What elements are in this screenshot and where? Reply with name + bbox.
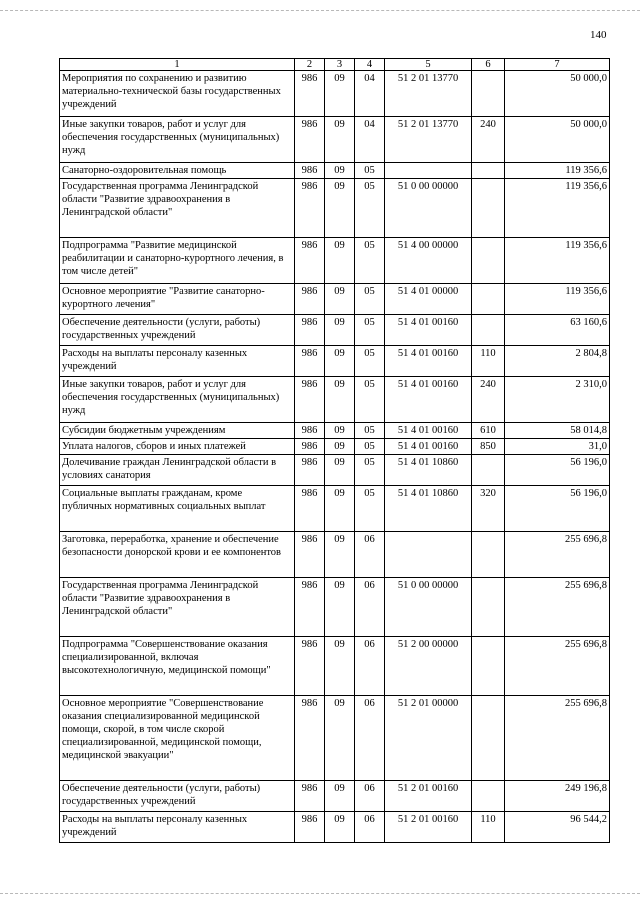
row-c2-cell: 986 (295, 486, 325, 532)
row-c5-cell: 51 4 00 00000 (385, 238, 472, 284)
row-c2-cell: 986 (295, 423, 325, 439)
table-row (60, 179, 610, 238)
row-c5-cell: 51 4 01 00160 (385, 377, 472, 423)
row-c5-cell: 51 2 01 13770 (385, 117, 472, 163)
row-c3-cell: 09 (325, 455, 355, 486)
row-c4-cell: 05 (355, 284, 385, 315)
row-c4-cell: 05 (355, 179, 385, 238)
row-c7-cell: 2 310,0 (505, 377, 610, 423)
row-c7-cell: 119 356,6 (505, 179, 610, 238)
row-c5-cell: 51 2 01 00000 (385, 696, 472, 781)
table-header-row (60, 59, 610, 71)
row-c7-cell: 2 804,8 (505, 346, 610, 377)
row-c3-cell: 09 (325, 179, 355, 238)
row-c3-cell: 09 (325, 812, 355, 843)
row-c5-cell: 51 2 01 00160 (385, 781, 472, 812)
scan-edge-top (0, 10, 640, 11)
table-row (60, 71, 610, 117)
row-c2-cell: 986 (295, 71, 325, 117)
row-c2-cell: 986 (295, 455, 325, 486)
row-c4-cell: 05 (355, 163, 385, 179)
row-c4-cell: 04 (355, 71, 385, 117)
row-c5-cell (385, 532, 472, 578)
column-header: 3 (325, 59, 355, 71)
row-name-cell: Расходы на выплаты персоналу казенных учреждений (60, 812, 295, 843)
row-c6-cell (472, 163, 505, 179)
row-c2-cell: 986 (295, 346, 325, 377)
row-c5-cell: 51 2 01 00160 (385, 812, 472, 843)
row-c3-cell: 09 (325, 578, 355, 637)
row-c2-cell: 986 (295, 696, 325, 781)
row-c5-cell: 51 4 01 10860 (385, 455, 472, 486)
scan-edge-bottom (0, 893, 640, 894)
row-c6-cell (472, 455, 505, 486)
row-name-cell: Подпрограмма "Совершенствование оказания специализированной, включая высокотехнологичную, медицинской помощи" (60, 637, 295, 696)
row-c4-cell: 05 (355, 439, 385, 455)
row-c4-cell: 06 (355, 578, 385, 637)
row-c7-cell: 255 696,8 (505, 637, 610, 696)
row-c4-cell: 05 (355, 238, 385, 284)
row-c7-cell: 63 160,6 (505, 315, 610, 346)
column-header: 6 (472, 59, 505, 71)
row-c2-cell: 986 (295, 284, 325, 315)
row-c7-cell: 96 544,2 (505, 812, 610, 843)
row-c6-cell: 320 (472, 486, 505, 532)
row-name-cell: Иные закупки товаров, работ и услуг для обеспечения государственных (муниципальных) нужд (60, 377, 295, 423)
row-name-cell: Подпрограмма "Развитие медицинской реабилитации и санаторно-курортного лечения, в том числе детей" (60, 238, 295, 284)
row-c3-cell: 09 (325, 637, 355, 696)
row-c2-cell: 986 (295, 315, 325, 346)
row-c2-cell: 986 (295, 812, 325, 843)
row-c4-cell: 05 (355, 315, 385, 346)
row-c4-cell: 05 (355, 377, 385, 423)
column-header: 2 (295, 59, 325, 71)
table-row (60, 423, 610, 439)
column-header: 7 (505, 59, 610, 71)
row-c7-cell: 56 196,0 (505, 486, 610, 532)
table-row (60, 578, 610, 637)
row-name-cell: Субсидии бюджетным учреждениям (60, 423, 295, 439)
row-c5-cell: 51 0 00 00000 (385, 179, 472, 238)
row-c5-cell: 51 4 01 00000 (385, 284, 472, 315)
table-row (60, 455, 610, 486)
table-row (60, 346, 610, 377)
row-c2-cell: 986 (295, 781, 325, 812)
row-c7-cell: 58 014,8 (505, 423, 610, 439)
row-name-cell: Уплата налогов, сборов и иных платежей (60, 439, 295, 455)
table-row (60, 637, 610, 696)
row-name-cell: Долечивание граждан Ленинградской области в условиях санатория (60, 455, 295, 486)
table-row (60, 163, 610, 179)
table-row (60, 284, 610, 315)
table-row (60, 696, 610, 781)
row-c4-cell: 05 (355, 455, 385, 486)
row-c7-cell: 31,0 (505, 439, 610, 455)
row-c2-cell: 986 (295, 439, 325, 455)
table-row (60, 315, 610, 346)
row-c7-cell: 255 696,8 (505, 696, 610, 781)
row-c4-cell: 04 (355, 117, 385, 163)
row-c7-cell: 249 196,8 (505, 781, 610, 812)
row-c6-cell (472, 637, 505, 696)
row-c3-cell: 09 (325, 423, 355, 439)
row-name-cell: Мероприятия по сохранению и развитию материально-технической базы государственных учреждений (60, 71, 295, 117)
row-c2-cell: 986 (295, 532, 325, 578)
row-c6-cell (472, 781, 505, 812)
row-name-cell: Государственная программа Ленинградской области "Развитие здравоохранения в Ленинградской области" (60, 578, 295, 637)
row-name-cell: Основное мероприятие "Развитие санаторно-курортного лечения" (60, 284, 295, 315)
row-c5-cell: 51 4 01 10860 (385, 486, 472, 532)
row-name-cell: Обеспечение деятельности (услуги, работы) государственных учреждений (60, 315, 295, 346)
page-number: 140 (590, 29, 607, 41)
row-c6-cell: 240 (472, 117, 505, 163)
table-row (60, 532, 610, 578)
row-c7-cell: 119 356,6 (505, 284, 610, 315)
row-c5-cell: 51 2 01 13770 (385, 71, 472, 117)
row-c7-cell: 255 696,8 (505, 578, 610, 637)
row-c6-cell (472, 284, 505, 315)
row-c6-cell (472, 179, 505, 238)
row-c6-cell: 240 (472, 377, 505, 423)
row-c3-cell: 09 (325, 315, 355, 346)
row-c4-cell: 06 (355, 532, 385, 578)
row-c7-cell: 50 000,0 (505, 117, 610, 163)
row-c5-cell: 51 4 01 00160 (385, 346, 472, 377)
table-row (60, 238, 610, 284)
row-c2-cell: 986 (295, 163, 325, 179)
table-row (60, 439, 610, 455)
row-c2-cell: 986 (295, 637, 325, 696)
row-c5-cell (385, 163, 472, 179)
row-name-cell: Обеспечение деятельности (услуги, работы) государственных учреждений (60, 781, 295, 812)
row-c3-cell: 09 (325, 377, 355, 423)
column-header: 1 (60, 59, 295, 71)
row-c2-cell: 986 (295, 377, 325, 423)
table-row (60, 812, 610, 843)
row-c2-cell: 986 (295, 179, 325, 238)
row-c4-cell: 05 (355, 423, 385, 439)
row-c3-cell: 09 (325, 238, 355, 284)
row-c2-cell: 986 (295, 578, 325, 637)
column-header: 5 (385, 59, 472, 71)
table-row (60, 486, 610, 532)
row-name-cell: Государственная программа Ленинградской области "Развитие здравоохранения в Ленинградской области" (60, 179, 295, 238)
row-name-cell: Расходы на выплаты персоналу казенных учреждений (60, 346, 295, 377)
row-c5-cell: 51 4 01 00160 (385, 439, 472, 455)
row-c2-cell: 986 (295, 117, 325, 163)
column-header: 4 (355, 59, 385, 71)
row-c4-cell: 05 (355, 486, 385, 532)
budget-table (59, 58, 610, 843)
row-c3-cell: 09 (325, 346, 355, 377)
table-row (60, 781, 610, 812)
row-name-cell: Иные закупки товаров, работ и услуг для обеспечения государственных (муниципальных) нужд (60, 117, 295, 163)
row-c3-cell: 09 (325, 781, 355, 812)
row-c6-cell (472, 532, 505, 578)
row-c3-cell: 09 (325, 696, 355, 781)
row-c4-cell: 06 (355, 696, 385, 781)
row-name-cell: Социальные выплаты гражданам, кроме публичных нормативных социальных выплат (60, 486, 295, 532)
row-c2-cell: 986 (295, 238, 325, 284)
row-c7-cell: 119 356,6 (505, 163, 610, 179)
row-c3-cell: 09 (325, 486, 355, 532)
row-c7-cell: 56 196,0 (505, 455, 610, 486)
row-c7-cell: 119 356,6 (505, 238, 610, 284)
row-name-cell: Санаторно-оздоровительная помощь (60, 163, 295, 179)
row-c3-cell: 09 (325, 163, 355, 179)
row-c6-cell: 850 (472, 439, 505, 455)
row-name-cell: Заготовка, переработка, хранение и обеспечение безопасности донорской крови и ее компонентов (60, 532, 295, 578)
table-row (60, 377, 610, 423)
row-c5-cell: 51 4 01 00160 (385, 315, 472, 346)
row-c4-cell: 05 (355, 346, 385, 377)
row-c3-cell: 09 (325, 71, 355, 117)
row-c4-cell: 06 (355, 812, 385, 843)
row-c3-cell: 09 (325, 439, 355, 455)
row-c6-cell: 110 (472, 346, 505, 377)
row-c5-cell: 51 0 00 00000 (385, 578, 472, 637)
row-c3-cell: 09 (325, 117, 355, 163)
row-c3-cell: 09 (325, 532, 355, 578)
row-c6-cell (472, 315, 505, 346)
row-c6-cell (472, 696, 505, 781)
row-c7-cell: 255 696,8 (505, 532, 610, 578)
row-c4-cell: 06 (355, 637, 385, 696)
row-c6-cell: 110 (472, 812, 505, 843)
row-c3-cell: 09 (325, 284, 355, 315)
row-name-cell: Основное мероприятие "Совершенствование оказания специализированной медицинской помощи, скорой, в том числе скорой специализированной, медицинской помощи, медицинской эвакуации" (60, 696, 295, 781)
row-c4-cell: 06 (355, 781, 385, 812)
row-c6-cell (472, 578, 505, 637)
row-c6-cell (472, 238, 505, 284)
row-c5-cell: 51 4 01 00160 (385, 423, 472, 439)
row-c7-cell: 50 000,0 (505, 71, 610, 117)
row-c5-cell: 51 2 00 00000 (385, 637, 472, 696)
row-c6-cell: 610 (472, 423, 505, 439)
row-c6-cell (472, 71, 505, 117)
table-row (60, 117, 610, 163)
